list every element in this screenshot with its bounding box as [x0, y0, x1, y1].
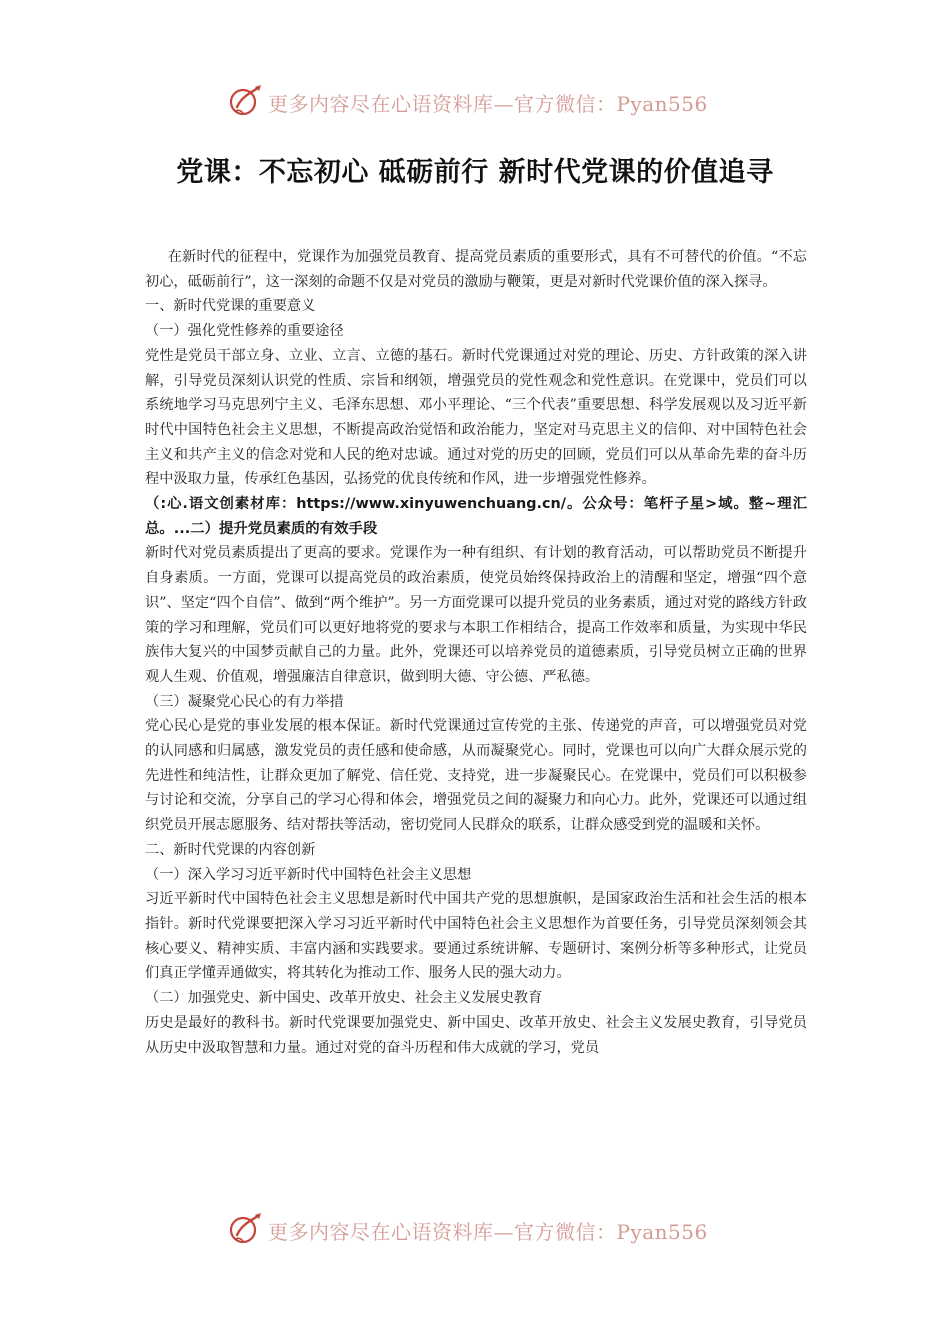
- banner-text: 更多内容尽在心语资料库—官方微信：Pyan556: [268, 91, 708, 116]
- watermark-subsection-heading: （:心.语文创素材库：https://www.xinyuwenchuang.cn/。公众号：笔杆子星>域。整~理汇总。...二）提升党员素质的有效手段: [145, 496, 807, 537]
- section-heading: 二、新时代党课的内容创新: [145, 841, 316, 858]
- subsection-heading: （一）深入学习习近平新时代中国特色社会主义思想: [145, 866, 472, 883]
- subsection-heading: （三）凝聚党心民心的有力举措: [145, 693, 344, 710]
- banner-text: 更多内容尽在心语资料库—官方微信：Pyan556: [268, 1219, 708, 1244]
- subsection-heading: （一）强化党性修养的重要途径: [145, 323, 344, 340]
- body-paragraph: 新时代对党员素质提出了更高的要求。党课作为一种有组织、有计划的教育活动，可以帮助党员不断提升自身素质。一方面，党课可以提高党员的政治素质，使党员始终保持政治上的清醒和坚定，增强“四个意识”、坚定“四个自信”、做到“两个维护”。另一方面党课可以提升党员的业务素质，通过对党的路线方针政策的学习和理解，党员们可以更好地将党的要求与本职工作相结合，提高工作效率和质量，为实现中华民族伟大复兴的中国梦贡献自己的力量。此外，党课还可以培养党员的道德素质，引导党员树立正确的世界观人生观、价值观，增强廉洁自律意识，做到明大德、守公德、严私德。: [145, 545, 807, 685]
- header-banner[interactable]: [228, 80, 748, 124]
- body-paragraph: 历史是最好的教科书。新时代党课要加强党史、新中国史、改革开放史、社会主义发展史教育，引导党员从历史中汲取智慧和力量。通过对党的奋斗历程和伟大成就的学习，党员: [145, 1014, 807, 1056]
- pen-logo-icon: [228, 1210, 264, 1250]
- subsection-heading: （二）加强党史、新中国史、改革开放史、社会主义发展史教育: [145, 990, 543, 1007]
- body-paragraph: 党心民心是党的事业发展的根本保证。新时代党课通过宣传党的主张、传递党的声音，可以增强党员对党的认同感和归属感，激发党员的责任感和使命感，从而凝聚党心。同时，党课也可以向广大群众展示党的先进性和纯洁性，让群众更加了解党、信任党、支持党，进一步凝聚民心。在党课中，党员们可以积极参与讨论和交流，分享自己的学习心得和体会，增强党员之间的凝聚力和向心力。此外，党课还可以通过组织党员开展志愿服务、结对帮扶等活动，密切党同人民群众的联系，让群众感受到党的温暖和关怀。: [145, 718, 807, 834]
- pen-logo-icon: [228, 82, 264, 122]
- body-paragraph: 党性是党员干部立身、立业、立言、立德的基石。新时代党课通过对党的理论、历史、方针政策的深入讲解，引导党员深刻认识党的性质、宗旨和纲领，增强党员的党性观念和党性意识。在党课中，党员们可以系统地学习马克思列宁主义、毛泽东思想、邓小平理论、“三个代表”重要思想、科学发展观以及习近平新时代中国特色社会主义思想，不断提高政治觉悟和政治能力，坚定对马克思主义的信仰、对中国特色社会主义和共产主义的信念对党和人民的绝对忠诚。通过对党的历史的回顾，党员们可以从革命先辈的奋斗历程中汲取力量，传承红色基因，弘扬党的优良传统和作风，进一步增强党性修养。: [145, 347, 807, 488]
- document-body: [145, 245, 807, 1060]
- footer-banner[interactable]: [228, 1208, 748, 1252]
- section-heading: 一、新时代党课的重要意义: [145, 298, 316, 315]
- document-title: 党课：不忘初心 砥砺前行 新时代党课的价值追寻: [176, 157, 774, 188]
- intro-paragraph: 在新时代的征程中，党课作为加强党员教育、提高党员素质的重要形式，具有不可替代的价值。“不忘初心，砥砺前行”，这一深刻的命题不仅是对党员的激励与鞭策，更是对新时代党课价值的深入探寻。: [145, 249, 807, 290]
- body-paragraph: 习近平新时代中国特色社会主义思想是新时代中国共产党的思想旗帜，是国家政治生活和社会生活的根本指针。新时代党课要把深入学习习近平新时代中国特色社会主义思想作为首要任务，引导党员深刻领会其核心要义、精神实质、丰富内涵和实践要求。要通过系统讲解、专题研讨、案例分析等多种形式，让党员们真正学懂弄通做实，将其转化为推动工作、服务人民的强大动力。: [145, 891, 807, 982]
